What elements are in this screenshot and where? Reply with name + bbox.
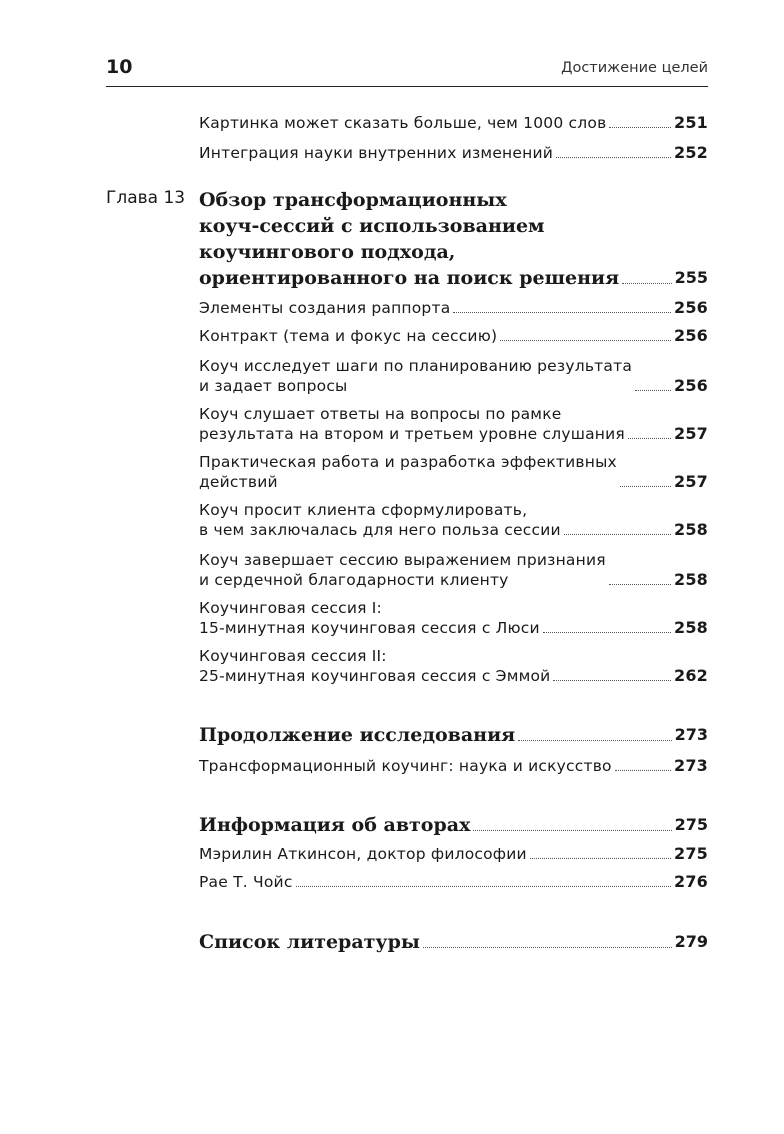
- chapter-label: Глава 13: [106, 188, 186, 208]
- dot-leader: [628, 437, 671, 439]
- toc-entry[interactable]: [199, 598, 708, 638]
- toc-entry-title: Картинка может сказать больше, чем 1000 слов: [199, 114, 607, 132]
- toc-entry-page: 258: [674, 618, 708, 637]
- dot-leader: [609, 583, 671, 585]
- toc-entry-page: 251: [674, 113, 708, 132]
- toc-entry[interactable]: [199, 143, 708, 163]
- chapter-title-entry[interactable]: [199, 187, 708, 291]
- section-page: 279: [674, 932, 708, 951]
- dot-leader: [564, 533, 671, 535]
- toc-entry-title: Коуч исследует шаги по планированию результата и задает вопросы: [199, 357, 633, 395]
- dot-leader: [609, 126, 671, 128]
- section-page: 273: [674, 725, 708, 744]
- toc-entry-title: Практическая работа и разработка эффективных действий: [199, 453, 617, 491]
- toc-entry-page: 256: [674, 326, 708, 345]
- dot-leader: [553, 679, 671, 681]
- running-head: Достижение целей: [561, 60, 708, 76]
- toc-entry[interactable]: [199, 404, 708, 444]
- toc-entry-page: 276: [674, 872, 708, 891]
- section-title-entry[interactable]: [199, 812, 708, 838]
- dot-leader: [543, 631, 671, 633]
- dot-leader: [423, 946, 672, 948]
- dot-leader: [530, 857, 671, 859]
- toc-entry[interactable]: [199, 452, 708, 492]
- toc-entry-title: Трансформационный коучинг: наука и искусство: [199, 757, 612, 775]
- chapter-title: Обзор трансформационных коуч-сессий с использованием коучингового подхода, ориентированного на поиск решения: [199, 189, 620, 289]
- toc-entry-title: Коучинговая сессия II: 25-минутная коучинговая сессия с Эммой: [199, 647, 551, 685]
- section-title-entry[interactable]: [199, 722, 708, 748]
- toc-entry-page: 256: [674, 376, 708, 395]
- toc-entry[interactable]: [199, 756, 708, 776]
- section-title: Список литературы: [199, 931, 420, 953]
- section-title: Продолжение исследования: [199, 724, 516, 746]
- page-number: 10: [106, 56, 133, 78]
- section-title: Информация об авторах: [199, 814, 471, 836]
- toc-entry-page: 256: [674, 298, 708, 317]
- toc-entry-title: Рае Т. Чойс: [199, 873, 293, 891]
- dot-leader: [473, 829, 671, 831]
- toc-entry-title: Мэрилин Аткинсон, доктор философии: [199, 845, 527, 863]
- toc-entry-title: Коуч завершает сессию выражением признания и сердечной благодарности клиенту: [199, 551, 606, 589]
- toc-entry-title: Контракт (тема и фокус на сессию): [199, 327, 498, 345]
- toc-entry-page: 273: [674, 756, 708, 775]
- dot-leader: [518, 739, 671, 741]
- toc-entry-title: Интеграция науки внутренних изменений: [199, 144, 554, 162]
- dot-leader: [453, 311, 671, 313]
- toc-entry[interactable]: [199, 356, 708, 396]
- toc-entry-title: Коуч слушает ответы на вопросы по рамке результата на втором и третьем уровне слушания: [199, 405, 625, 443]
- dot-leader: [500, 339, 671, 341]
- toc-entry-page: 275: [674, 844, 708, 863]
- toc-entry[interactable]: [199, 872, 708, 892]
- toc-entry[interactable]: [199, 298, 708, 318]
- toc-entry[interactable]: [199, 844, 708, 864]
- toc-entry-page: 257: [674, 472, 708, 491]
- toc-entry[interactable]: [199, 326, 708, 346]
- chapter-page: 255: [674, 268, 708, 287]
- toc-entry-page: 258: [674, 520, 708, 539]
- section-page: 275: [674, 815, 708, 834]
- toc-entry-title: Коучинговая сессия I: 15-минутная коучинговая сессия с Люси: [199, 599, 540, 637]
- dot-leader: [622, 282, 671, 284]
- toc-entry[interactable]: [199, 500, 708, 540]
- section-title-entry[interactable]: [199, 929, 708, 955]
- dot-leader: [296, 885, 671, 887]
- toc-entry[interactable]: [199, 646, 708, 686]
- dot-leader: [635, 389, 671, 391]
- dot-leader: [620, 485, 671, 487]
- toc-entry-page: 258: [674, 570, 708, 589]
- toc-entry-page: 257: [674, 424, 708, 443]
- header-rule: [106, 86, 708, 87]
- toc-entry[interactable]: [199, 550, 708, 590]
- dot-leader: [615, 769, 671, 771]
- toc-entry-title: Элементы создания раппорта: [199, 299, 451, 317]
- dot-leader: [556, 156, 671, 158]
- toc-entry-page: 262: [674, 666, 708, 685]
- toc-entry[interactable]: [199, 113, 708, 133]
- toc-entry-page: 252: [674, 143, 708, 162]
- toc-entry-title: Коуч просит клиента сформулировать, в чем заключалась для него польза сессии: [199, 501, 561, 539]
